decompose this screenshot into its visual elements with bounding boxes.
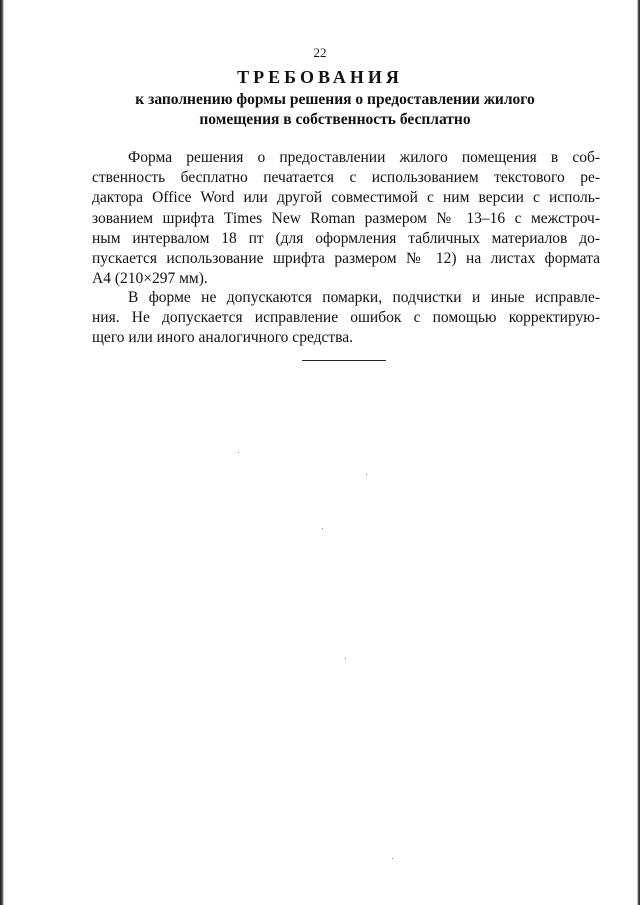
paragraph2-line-3: щего или иного аналогичного средства. xyxy=(92,329,354,347)
paragraph1-line-1: Форма решения о предоставлении жилого помещения в соб- xyxy=(128,149,600,166)
page-number: 22 xyxy=(313,45,327,60)
scan-speck xyxy=(345,658,346,659)
paragraph1-line-6: пускается использование шрифта размером № 12) на листах формата xyxy=(92,249,600,267)
paragraph1-line-3: дактора Office Word или другой совместимой с ним версии с исполь- xyxy=(92,189,600,207)
scan-speck xyxy=(366,474,367,475)
subtitle-line-1: к заполнению формы решения о предоставлении жилого xyxy=(135,91,535,108)
scan-speck xyxy=(238,452,239,453)
document-title: ТРЕБОВАНИЯ xyxy=(237,67,403,87)
paragraph2-line-1: В форме не допускаются помарки, подчистки и иные исправле- xyxy=(128,289,600,306)
paragraph1-line-2: ственность бесплатно печатается с использованием текстового ре- xyxy=(92,169,600,187)
paragraph-format-requirements xyxy=(92,148,600,289)
scan-speck xyxy=(392,858,393,859)
paragraph1-line-5: ным интервалом 18 пт (для оформления табличных материалов до- xyxy=(92,229,600,247)
end-divider-line xyxy=(302,360,386,361)
paragraph-corrections-rule xyxy=(92,288,600,349)
scan-speck xyxy=(322,528,323,529)
paragraph2-line-2: ния. Не допускается исправление ошибок с помощью корректирую- xyxy=(92,309,600,327)
scan-edge-left xyxy=(0,0,4,905)
paragraph1-line-7: А4 (210×297 мм). xyxy=(92,270,208,288)
document-subtitle xyxy=(90,90,580,130)
subtitle-line-2: помещения в собственность бесплатно xyxy=(199,111,471,128)
paragraph1-line-4: зованием шрифта Times New Roman размером № 13–16 с межстроч- xyxy=(92,209,600,227)
